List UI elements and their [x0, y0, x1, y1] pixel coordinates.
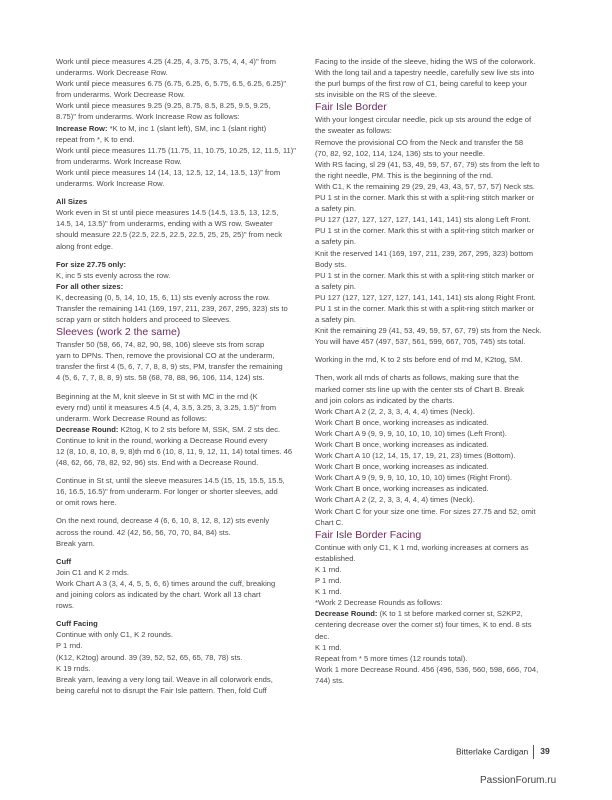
text-line: P 1 rnd.	[315, 576, 342, 586]
text-line: Join C1 and K 2 rnds.	[56, 567, 130, 577]
text-line: a safety pin.	[315, 237, 356, 247]
text-line: a safety pin.	[315, 281, 356, 291]
text-line: Work Chart A 9 (9, 9, 9, 10, 10, 10, 10) times (Right Front).	[315, 473, 512, 483]
para-l8	[56, 567, 308, 611]
watermark: PassionForum.ru	[480, 775, 557, 786]
text-line: Work Chart A 3 (3, 4, 4, 5, 5, 6, 6) times around the cuff, breaking	[56, 578, 276, 588]
right-column	[315, 56, 583, 686]
text-line: With your longest circular needle, pick up sts around the edge of	[315, 115, 532, 125]
text-line: the right needle, PM. This is the beginning of the rnd.	[315, 170, 494, 180]
fair-isle-border-heading: Fair Isle Border	[315, 101, 387, 114]
decrease-round-right-label: Decrease Round:	[315, 609, 378, 619]
para-l9	[56, 629, 308, 696]
text-line: PU 1 st in the corner. Mark this st with a split-ring stitch marker or	[315, 303, 535, 313]
text-line: K 1 rnd.	[315, 564, 342, 574]
text-line: PU 1 st in the corner. Mark this st with a split-ring stitch marker or	[315, 193, 535, 203]
text-line: should measure 22.5 (22.5, 22.5, 22.5, 22.5, 25, 25, 25)" from neck	[56, 230, 283, 240]
size-text: K, inc 5 sts evenly across the row.	[56, 270, 171, 280]
text-line: 12 (8, 10, 8, 10, 8, 9, 8)th rnd 6 (10, 8, 11, 9, 12, 11, 14) total times. 46	[56, 447, 293, 456]
text-line: Work even in St st until piece measures 14.5 (14.5, 13.5, 13, 12.5,	[56, 208, 279, 218]
decrease-round-label: Decrease Round:	[56, 424, 119, 434]
text-line: Work Chart B once, working increases as indicated.	[315, 417, 489, 427]
text-line: a safety pin.	[315, 315, 356, 325]
text-line: Remove the provisional CO from the Neck and transfer the 58	[315, 137, 524, 147]
text-line: PU 1 st in the corner. Mark this st with a split-ring stitch marker or	[315, 226, 535, 236]
text-line: 744) sts.	[315, 675, 345, 685]
footer-divider	[533, 745, 534, 759]
text-line: underarms. Work Decrease Row.	[56, 68, 168, 78]
text-line: underarms. Work Increase Row.	[56, 179, 165, 189]
text-line: Beginning at the M, knit sleeve in St st with MC in the rnd (K	[56, 391, 258, 401]
page-number: 39	[540, 746, 550, 757]
page-footer	[456, 745, 550, 759]
text-line: 16, 16.5, 16.5)" from underarm. For longer or shorter sleeves, add	[56, 487, 278, 497]
text-line: Work Chart B once, working increases as indicated.	[315, 484, 489, 494]
text-line: 8.75)" from underarms. Work Increase Row as follows:	[56, 112, 240, 122]
text-line: With RS facing, sl 29 (41, 53, 49, 59, 57, 67, 79) sts from the left to	[315, 159, 540, 169]
decrease-round-text: K2tog, K to 2 sts before M, SSK, SM. 2 sts dec.	[120, 424, 281, 434]
para-l1	[56, 56, 308, 123]
text-line: established.	[315, 553, 356, 563]
text-line: Work until piece measures 14 (14, 13, 12.5, 12, 14, 13.5, 13)" from	[56, 167, 281, 177]
text-line: Work Chart C for your size one time. For sizes 27.75 and 52, omit	[315, 506, 536, 516]
text-line: K 19 rnds.	[56, 663, 91, 673]
para-r4	[315, 372, 583, 527]
text-line: Work until piece measures 11.75 (11.75, 11, 10.75, 10.25, 12, 11.5, 11)"	[56, 145, 296, 155]
para-l5b	[56, 435, 308, 468]
text-line: yarn to DPNs. Then, remove the provisional CO at the underarm,	[56, 351, 275, 361]
para-r5	[315, 542, 583, 609]
text-line: or omit rows here.	[56, 498, 117, 508]
text-line: being careful not to disrupt the Fair Isle pattern. Then, fold Cuff	[56, 685, 267, 695]
text-line: sts invisible on the RS of the sleeve.	[315, 90, 437, 100]
text-line: Facing to the inside of the sleeve, hiding the WS of the colorwork.	[315, 57, 536, 66]
text-line: Work Chart A 2 (2, 2, 3, 3, 4, 4, 4) times (Neck).	[315, 406, 475, 416]
increase-row	[56, 123, 308, 134]
size-label: For size 27.75 only:	[56, 259, 127, 269]
text-line: Work Chart B once, working increases as indicated.	[315, 462, 489, 472]
text-line: *Work 2 Decrease Rounds as follows:	[315, 598, 443, 608]
text-line: Work Chart A 9 (9, 9, 9, 10, 10, 10, 10) times (Left Front).	[315, 428, 507, 438]
sleeves-heading: Sleeves (work 2 the same)	[56, 326, 181, 339]
text-line: (K12, K2tog) around. 39 (39, 52, 52, 65, 65, 78, 78) sts.	[56, 652, 243, 662]
para-l4	[56, 339, 308, 383]
para-r3: Working in the rnd, K to 2 sts before end of rnd M, K2tog, SM.	[315, 355, 523, 365]
decrease-round-right-text: (K to 1 st before marked corner st, S2KP2,	[379, 609, 523, 619]
text-line: With the long tail and a tapestry needle, carefully sew live sts into	[315, 68, 535, 78]
text-line: Continue with only C1, K 2 rounds.	[56, 630, 173, 640]
text-line: (48, 62, 66, 78, 82, 92, 96) sts. End with a Decrease Round.	[56, 458, 259, 468]
text-line: across the round. 42 (42, 56, 56, 70, 70, 84, 84) sts.	[56, 527, 231, 537]
text-line: Work until piece measures 9.25 (9.25, 8.75, 8.5, 8.25, 9.5, 9.25,	[56, 101, 271, 111]
text-line: Transfer the remaining 141 (169, 197, 211, 239, 267, 295, 323) sts to	[56, 303, 288, 313]
text-line: from underarms. Work Increase Row.	[56, 156, 182, 166]
text-line: K 1 rnd.	[315, 642, 342, 652]
text-line: PU 127 (127, 127, 127, 127, 141, 141, 141) sts along Left Front.	[315, 215, 531, 225]
other-sizes-label: For all other sizes:	[56, 281, 124, 291]
text-line: from underarms. Work Decrease Row.	[56, 90, 185, 100]
text-line: Continue to knit in the round, working a Decrease Round every	[56, 435, 268, 445]
text-line: transfer the first 4 (5, 6, 7, 7, 8, 8, 9) sts, PM, transfer the remaining	[56, 362, 283, 372]
text-line: rows.	[56, 601, 75, 611]
cuff-facing-label: Cuff Facing	[56, 619, 98, 629]
text-line: the purl bumps of the first row of C1, being careful to keep your	[315, 79, 527, 89]
increase-row-text: *K to M, inc 1 (slant left), SM, inc 1 (slant right)	[109, 123, 267, 133]
text-line: scrap yarn or stitch holders and proceed to Sleeves.	[56, 315, 232, 325]
text-line: Transfer 50 (58, 66, 74, 82, 90, 98, 106) sleeve sts from scrap	[56, 340, 265, 350]
para-r1	[315, 56, 583, 100]
text-line: and join colors as indicated by the charts.	[315, 395, 455, 405]
text-line: every rnd) until it measures 4.5 (4, 4, 3.5, 3.25, 3, 3.25, 1.5)" from	[56, 402, 277, 412]
text-line: (70, 82, 92, 102, 114, 124, 136) sts to your needle.	[315, 148, 485, 158]
text-line: repeat from *, K to end.	[56, 134, 135, 144]
text-line: PU 1 st in the corner. Mark this st with a split-ring stitch marker or	[315, 270, 535, 280]
text-line: marked corner sts line up with the center sts of Chart B. Break	[315, 384, 524, 394]
decrease-round	[56, 424, 308, 435]
text-line: With C1, K the remaining 29 (29, 29, 43, 43, 57, 57, 57) Neck sts.	[315, 181, 535, 191]
para-l2	[56, 207, 308, 251]
increase-row-label: Increase Row:	[56, 123, 108, 133]
text-line: along front edge.	[56, 241, 113, 251]
left-column	[56, 56, 308, 696]
para-l5	[56, 391, 308, 424]
para-r5b	[315, 619, 583, 686]
text-line: centering decrease over the corner st) four times, K to end. 8 sts	[315, 620, 532, 630]
text-line: Work 1 more Decrease Round. 456 (496, 536, 560, 598, 666, 704,	[315, 664, 539, 674]
text-line: K 1 rnd.	[315, 587, 342, 597]
para-l1b	[56, 134, 308, 189]
cuff-label: Cuff	[56, 556, 72, 566]
all-sizes-label: All Sizes	[56, 197, 88, 207]
text-line: On the next round, decrease 4 (6, 6, 10, 8, 12, 8, 12) sts evenly	[56, 516, 270, 526]
para-l3	[56, 292, 308, 325]
text-line: Work Chart B once, working increases as indicated.	[315, 440, 489, 449]
para-r2	[315, 114, 583, 347]
para-l6	[56, 475, 308, 508]
text-line: Knit the remaining 29 (41, 53, 49, 59, 57, 67, 79) sts from the Neck.	[315, 326, 542, 336]
text-line: Continue with only C1, K 1 rnd, working increases at corners as	[315, 542, 529, 552]
text-line: 14.5, 14, 13.5)" from underarms, ending with a WS row. Sweater	[56, 219, 273, 229]
decrease-round-right	[315, 608, 583, 619]
text-line: Break yarn, leaving a very long tail. Weave in all colorwork ends,	[56, 674, 273, 684]
text-line: Chart C.	[315, 517, 344, 527]
text-line: K, decreasing (0, 5, 14, 10, 15, 6, 11) sts evenly across the row.	[56, 292, 270, 302]
text-line: Then, work all rnds of charts as follows, making sure that the	[315, 373, 519, 383]
text-line: Knit the reserved 141 (169, 197, 211, 239, 267, 295, 323) bottom	[315, 248, 534, 258]
text-line: 4 (5, 6, 7, 7, 8, 8, 9) sts. 58 (68, 78, 88, 96, 106, 114, 124) sts.	[56, 373, 265, 383]
text-line: underarm. Work Decrease Round as follows:	[56, 413, 207, 423]
text-line: dec.	[315, 631, 330, 641]
text-line: Repeat from * 5 more times (12 rounds total).	[315, 653, 468, 663]
text-line: Continue in St st, until the sleeve measures 14.5 (15, 15, 15.5, 15.5,	[56, 476, 285, 486]
text-line: Work Chart A 10 (12, 14, 15, 17, 19, 21, 23) times (Bottom).	[315, 451, 516, 461]
text-line: Work until piece measures 4.25 (4.25, 4, 3.75, 3.75, 4, 4, 4)" from	[56, 57, 276, 66]
text-line: PU 127 (127, 127, 127, 127, 141, 141, 141) sts along Right Front.	[315, 292, 536, 302]
text-line: Break yarn.	[56, 538, 95, 548]
text-line: a safety pin.	[315, 204, 356, 214]
border-facing-heading: Fair Isle Border Facing	[315, 528, 422, 541]
text-line: Work Chart A 2 (2, 2, 3, 3, 4, 4, 4) times (Neck).	[315, 495, 475, 505]
text-line: the sweater as follows:	[315, 126, 392, 136]
text-line: and joining colors as indicated by the chart. Work all 13 chart	[56, 590, 261, 600]
text-line: You will have 457 (497, 537, 561, 599, 667, 705, 745) sts total.	[315, 337, 526, 347]
text-line: Work until piece measures 6.75 (6.75, 6.25, 6, 5.75, 6.5, 6.25, 6.25)"	[56, 79, 287, 89]
para-l7	[56, 515, 308, 548]
text-line: P 1 rnd.	[56, 641, 83, 651]
text-line: Body sts.	[315, 259, 347, 269]
footer-title: Bitterlake Cardigan	[456, 746, 529, 757]
